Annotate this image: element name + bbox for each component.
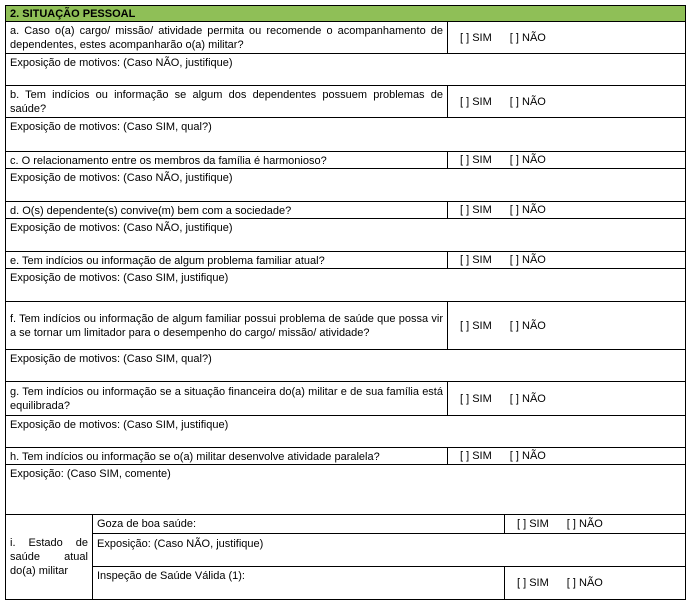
options-a bbox=[448, 22, 686, 54]
question-text-f: f. Tem indícios ou informação de algum familiar possui problema de saúde que possa vir a se tornar um limitador para o desempenho do cargo/ missão/ atividade? bbox=[6, 302, 448, 350]
inspection-label: Inspeção de Saúde Válida (1): bbox=[93, 567, 505, 600]
question-row-g bbox=[6, 382, 686, 416]
explanation-row-b bbox=[6, 118, 686, 152]
question-row-e bbox=[6, 252, 686, 269]
health-label: i. Estado de saúde atual do(a) militar bbox=[6, 515, 93, 600]
sim-checkbox-f[interactable]: [ ] SIM bbox=[460, 319, 492, 332]
explanation-field-h[interactable]: Exposição: (Caso SIM, comente) bbox=[6, 465, 686, 515]
nao-checkbox-good-health[interactable]: [ ] NÃO bbox=[566, 518, 603, 530]
explanation-field-f[interactable]: Exposição de motivos: (Caso SIM, qual?) bbox=[6, 350, 686, 382]
health-good-row bbox=[6, 515, 686, 534]
explanation-row-e bbox=[6, 269, 686, 302]
question-row-f bbox=[6, 302, 686, 350]
nao-checkbox-h[interactable]: [ ] NÃO bbox=[509, 450, 546, 462]
options-e bbox=[448, 252, 686, 269]
nao-checkbox-d[interactable]: [ ] NÃO bbox=[509, 204, 546, 216]
explanation-row-h bbox=[6, 465, 686, 515]
section-header-row bbox=[6, 6, 686, 22]
section-title: 2. SITUAÇÃO PESSOAL bbox=[6, 6, 686, 22]
sim-checkbox-g[interactable]: [ ] SIM bbox=[460, 392, 492, 405]
sim-checkbox-d[interactable]: [ ] SIM bbox=[460, 204, 492, 216]
sim-checkbox-h[interactable]: [ ] SIM bbox=[460, 450, 492, 462]
good-health-label: Goza de boa saúde: bbox=[93, 515, 505, 534]
nao-checkbox-g[interactable]: [ ] NÃO bbox=[509, 392, 546, 405]
question-text-a: a. Caso o(a) cargo/ missão/ atividade permita ou recomende o acompanhamento de dependentes, estes acompanharão o(a) militar? bbox=[6, 22, 448, 54]
situacao-pessoal-form bbox=[5, 5, 685, 600]
explanation-field-e[interactable]: Exposição de motivos: (Caso SIM, justifique) bbox=[6, 269, 686, 302]
health-explanation-row bbox=[6, 534, 686, 567]
explanation-field-b[interactable]: Exposição de motivos: (Caso SIM, qual?) bbox=[6, 118, 686, 152]
question-row-d bbox=[6, 202, 686, 219]
options-h bbox=[448, 448, 686, 465]
question-row-a bbox=[6, 22, 686, 54]
nao-checkbox-c[interactable]: [ ] NÃO bbox=[509, 154, 546, 166]
explanation-row-c bbox=[6, 169, 686, 202]
sim-checkbox-inspection[interactable]: [ ] SIM bbox=[517, 577, 549, 589]
explanation-row-f bbox=[6, 350, 686, 382]
explanation-field-a[interactable]: Exposição de motivos: (Caso NÃO, justifique) bbox=[6, 54, 686, 86]
explanation-field-g[interactable]: Exposição de motivos: (Caso SIM, justifique) bbox=[6, 416, 686, 448]
question-text-e: e. Tem indícios ou informação de algum problema familiar atual? bbox=[6, 252, 448, 269]
options-f bbox=[448, 302, 686, 350]
question-row-b bbox=[6, 86, 686, 118]
options-d bbox=[448, 202, 686, 219]
nao-checkbox-e[interactable]: [ ] NÃO bbox=[509, 254, 546, 266]
form-table bbox=[5, 5, 686, 515]
explanation-field-c[interactable]: Exposição de motivos: (Caso NÃO, justifique) bbox=[6, 169, 686, 202]
explanation-row-g bbox=[6, 416, 686, 448]
question-row-h bbox=[6, 448, 686, 465]
sim-checkbox-a[interactable]: [ ] SIM bbox=[460, 31, 492, 44]
health-inspection-row bbox=[6, 567, 686, 600]
nao-checkbox-inspection[interactable]: [ ] NÃO bbox=[566, 577, 603, 589]
nao-checkbox-b[interactable]: [ ] NÃO bbox=[509, 95, 546, 108]
sim-checkbox-c[interactable]: [ ] SIM bbox=[460, 154, 492, 166]
options-inspection bbox=[505, 567, 686, 600]
question-text-b: b. Tem indícios ou informação se algum dos dependentes possuem problemas de saúde? bbox=[6, 86, 448, 118]
question-text-g: g. Tem indícios ou informação se a situação financeira do(a) militar e de sua família está equilibrada? bbox=[6, 382, 448, 416]
explanation-field-d[interactable]: Exposição de motivos: (Caso NÃO, justifique) bbox=[6, 219, 686, 252]
options-b bbox=[448, 86, 686, 118]
good-health-explanation-field[interactable]: Exposição: (Caso NÃO, justifique) bbox=[93, 534, 686, 567]
question-text-d: d. O(s) dependente(s) convive(m) bem com a sociedade? bbox=[6, 202, 448, 219]
options-good-health bbox=[505, 515, 686, 534]
sim-checkbox-b[interactable]: [ ] SIM bbox=[460, 95, 492, 108]
question-text-c: c. O relacionamento entre os membros da família é harmonioso? bbox=[6, 152, 448, 169]
question-row-c bbox=[6, 152, 686, 169]
question-text-h: h. Tem indícios ou informação se o(a) militar desenvolve atividade paralela? bbox=[6, 448, 448, 465]
nao-checkbox-a[interactable]: [ ] NÃO bbox=[509, 31, 546, 44]
health-table bbox=[5, 514, 686, 600]
options-g bbox=[448, 382, 686, 416]
sim-checkbox-good-health[interactable]: [ ] SIM bbox=[517, 518, 549, 530]
explanation-row-d bbox=[6, 219, 686, 252]
options-c bbox=[448, 152, 686, 169]
explanation-row-a bbox=[6, 54, 686, 86]
sim-checkbox-e[interactable]: [ ] SIM bbox=[460, 254, 492, 266]
nao-checkbox-f[interactable]: [ ] NÃO bbox=[509, 319, 546, 332]
